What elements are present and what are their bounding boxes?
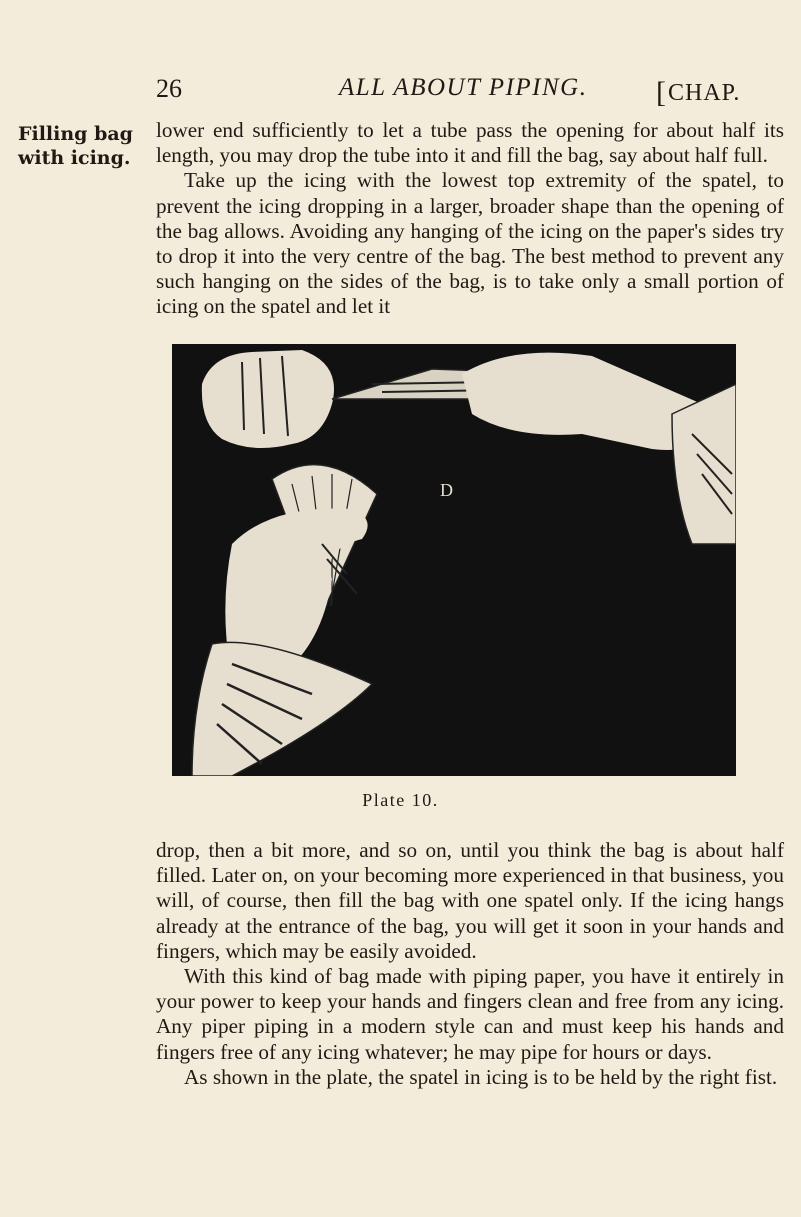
- paragraph: drop, then a bit more, and so on, until you think the bag is about half filled. Later on, on your becoming more experienced in that business, you will, of course, then fill the bag with one spatel only. If the icing hangs already at the entrance of the bag, you will get it soon in your hands and fingers, which may be easily avoided.: [156, 838, 784, 963]
- hands-piping-bag-illustration: [172, 344, 736, 776]
- paragraph: Take up the icing with the lowest top extremity of the spatel, to prevent the icing dropping in a larger, broader shape than the opening of the bag allows. Avoiding any hanging of the icing on the paper's sides try to drop it into the very centre of the bag. The best method to prevent any such hanging on the sides of the bag, is to take only a small portion of icing on the spatel and let it: [156, 168, 784, 319]
- margin-note-line-1: Filling bag: [18, 123, 133, 145]
- text-block-bottom: [156, 838, 784, 1090]
- page-number: 26: [156, 74, 182, 103]
- plate-label-d: D: [440, 480, 453, 500]
- running-title: ALL ABOUT PIPING.: [339, 74, 588, 101]
- chapter-mark-text: CHAP.: [668, 80, 741, 106]
- paragraph: As shown in the plate, the spatel in icing is to be held by the right fist.: [184, 1064, 778, 1089]
- margin-note-line-2: with icing.: [18, 147, 131, 169]
- paragraph: With this kind of bag made with piping paper, you have it entirely in your power to keep your hands and fingers clean and free from any icing. Any piper piping in a modern style can and must keep his hands and fingers free of any icing whatever; he may pipe for hours or days.: [156, 964, 784, 1064]
- plate-illustration: [172, 344, 736, 776]
- paragraph: lower end sufficiently to let a tube pass the opening for about half its length, you may drop the tube into it and fill the bag, say about half full.: [156, 118, 784, 168]
- chapter-mark: [656, 74, 740, 108]
- margin-note: [18, 122, 148, 170]
- plate-caption: Plate 10.: [362, 790, 439, 810]
- text-block-top: [156, 118, 784, 320]
- bracket-glyph: [: [656, 76, 667, 109]
- page-header: [0, 74, 801, 108]
